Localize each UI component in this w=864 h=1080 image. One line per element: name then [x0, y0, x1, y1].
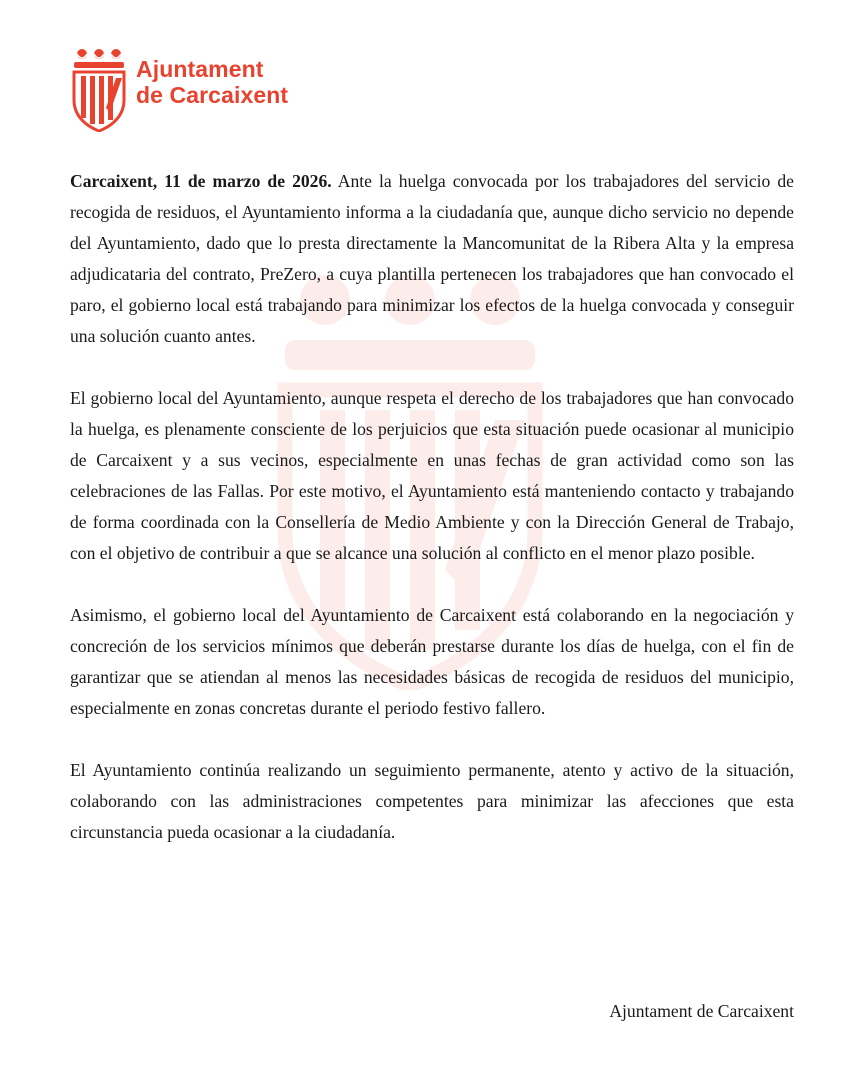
- paragraph-2: El gobierno local del Ayuntamiento, aunque respeta el derecho de los trabajadores que han convocado la huelga, es plenamente consciente de los perjuicios que esta situación puede ocasionar al municipio de Carcaixent y a sus vecinos, especialmente en unas fechas de gran actividad como son las celebraciones de las Fallas. Por este motivo, el Ayuntamiento está manteniendo contacto y trabajando de forma coordinada con la Consellería de Medio Ambiente y con la Dirección General de Trabajo, con el objetivo de contribuir a que se alcance una solución al conflicto en el menor plazo posible.: [70, 388, 794, 563]
- paragraph-3: Asimismo, el gobierno local del Ayuntamiento de Carcaixent está colaborando en la negociación y concreción de los servicios mínimos que deberán prestarse durante los días de huelga, con el fin de garantizar que se atiendan al menos las necesidades básicas de recogida de residuos del municipio, especialmente en zonas concretas durante el periodo festivo fallero.: [70, 605, 794, 718]
- carcaixent-crown-shield-icon: [70, 48, 128, 132]
- logo-line-2: de Carcaixent: [136, 82, 289, 108]
- paragraph-1: [70, 166, 794, 352]
- logo-line-1: Ajuntament: [136, 56, 264, 82]
- logo-wordmark: [136, 56, 288, 108]
- paragraph-4: El Ayuntamiento continúa realizando un seguimiento permanente, atento y activo de la situación, colaborando con las administraciones competentes para minimizar las afecciones que esta circunstancia pueda ocasionar a la ciudadanía.: [70, 760, 794, 842]
- ajuntament-logo: [70, 48, 310, 138]
- dateline: Carcaixent, 11 de marzo de 2026.: [70, 171, 332, 191]
- signature: Ajuntament de Carcaixent: [609, 1001, 794, 1021]
- document-body: [70, 166, 794, 848]
- paragraph-1-text: Ante la huelga convocada por los trabajadores del servicio de recogida de residuos, el Ayuntamiento informa a la ciudadanía que, aunque dicho servicio no depende del Ayuntamiento, dado que lo presta directamente la Mancomunitat de la Ribera Alta y la empresa adjudicataria del contrato, PreZero, a cuya plantilla pertenecen los trabajadores que han convocado el paro, el gobierno local está trabajando para minimizar los efectos de la huelga convocada y conseguir una solución cuanto antes.: [70, 171, 794, 346]
